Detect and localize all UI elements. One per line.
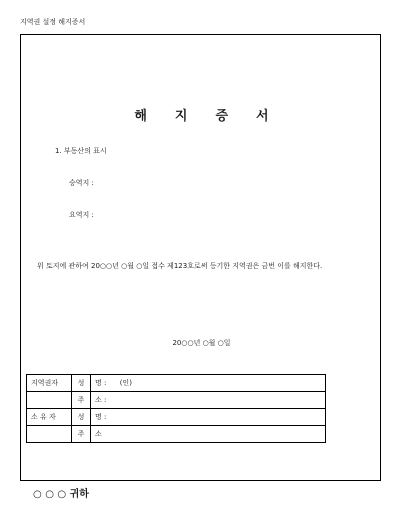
field-value-cell: 소 <box>91 426 326 443</box>
table-row <box>27 375 326 392</box>
field-value-cell: 명 : <box>91 409 326 426</box>
field-value-cell: 명 : (인) <box>91 375 326 392</box>
field-kind-cell: 성 <box>72 375 91 392</box>
page-title: 해지증서 <box>134 109 297 124</box>
parties-table <box>26 374 326 443</box>
document-frame <box>20 34 381 500</box>
field-value-cell: 소 : <box>91 392 326 409</box>
property-section-header: 1. 부동산의 표시 <box>55 147 107 155</box>
document-label: 지역권 설정 해지증서 <box>20 18 86 26</box>
table-row <box>27 426 326 443</box>
role-cell <box>27 426 72 443</box>
role-cell: 소 유 자 <box>27 409 72 426</box>
role-cell: 지역권자 <box>27 375 72 392</box>
field-kind-cell: 주 <box>72 426 91 443</box>
field-kind-cell: 주 <box>72 392 91 409</box>
dominant-land-label: 요역지 : <box>69 211 94 219</box>
termination-statement: 위 토지에 관하여 20○○년 ○월 ○일 접수 제123호로써 등기한 지역권은 금번 이를 해지한다. <box>37 262 323 270</box>
addressee: ○ ○ ○ 귀하 <box>33 489 89 500</box>
table-row <box>27 409 326 426</box>
field-kind-cell: 성 <box>72 409 91 426</box>
table-row <box>27 392 326 409</box>
role-cell <box>27 392 72 409</box>
issue-date: 20○○년 ○월 ○일 <box>172 339 231 347</box>
servient-land-label: 승역지 : <box>69 179 94 187</box>
